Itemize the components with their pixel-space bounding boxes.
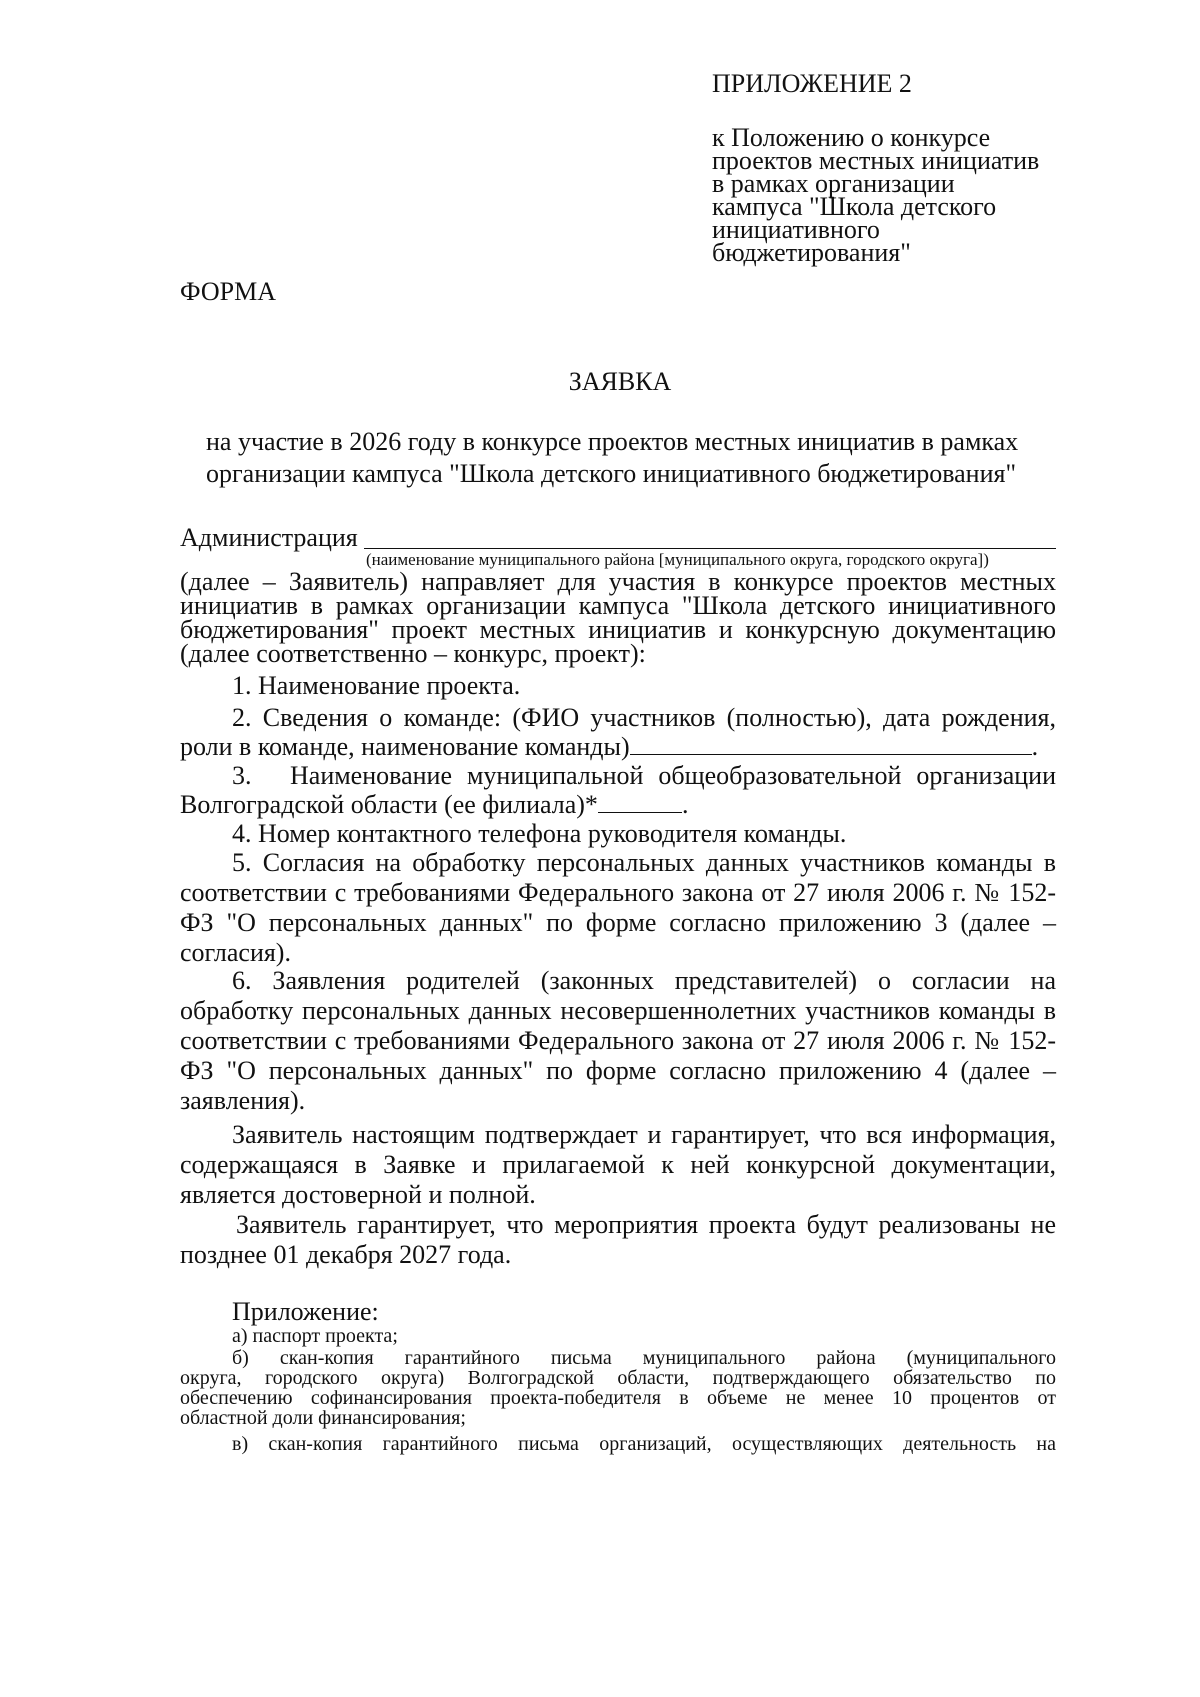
ref-line: бюджетирования" (712, 238, 911, 267)
guarantee-line: Заявитель настоящим подтверждает и гарантирует, что вся информация, (232, 1120, 1056, 1149)
intro-line: (далее соответственно – конкурс, проект): (180, 639, 646, 668)
document-subtitle-line: на участие в 2026 году в конкурсе проектов местных инициатив в рамках (206, 427, 1019, 456)
intro-paragraph (180, 567, 1056, 668)
item-3-line: Наименование муниципальной общеобразовательной организации (290, 761, 1056, 790)
document-subtitle-line: организации кампуса "Школа детского инициативного бюджетирования" (206, 459, 1017, 488)
ref-line: к Положению о конкурсе (712, 123, 991, 152)
guarantee-line: содержащаяся в Заявке и прилагаемой к ней конкурсной документации, (180, 1150, 1056, 1179)
deadline-line: позднее 01 декабря 2027 года. (180, 1240, 512, 1269)
item-6-line: соответствии с требованиями Федерального закона от 27 июля 2006 г. № 152- (180, 1026, 1056, 1055)
item-3-number: 3. (232, 761, 252, 790)
item-2-line: 2. Сведения о команде: (ФИО участников (полностью), дата рождения, (232, 703, 1056, 732)
ref-line: инициативного (712, 215, 880, 244)
team-info-field[interactable] (630, 730, 1032, 755)
guarantee-line: является достоверной и полной. (180, 1180, 536, 1209)
item-3-text: Волгоградской области (ее филиала)* (180, 790, 598, 819)
item-5-line: ФЗ "О персональных данных" по форме согласно приложению 3 (далее – (180, 908, 1056, 937)
document-title: ЗАЯВКА (568, 367, 672, 396)
item-5 (180, 848, 1056, 968)
attachment-a: а) паспорт проекта; (232, 1325, 398, 1347)
attachment-b (180, 1348, 1056, 1428)
item-3-line (180, 788, 688, 821)
attachments-heading: Приложение: (232, 1297, 379, 1326)
item-2-line (180, 730, 1038, 763)
attachment-b-line: обеспечению софинансирования проекта-победителя в объеме не менее 10 процентов от (180, 1387, 1056, 1409)
attachment-b-line: округа, городского округа) Волгоградской области, подтверждающего обязательство по (180, 1367, 1056, 1389)
item-6-line: заявления). (180, 1086, 306, 1115)
admin-name-field[interactable] (364, 548, 1056, 549)
guarantee-paragraph (180, 1120, 1056, 1210)
deadline-line: Заявитель гарантирует, что мероприятия проекта будут реализованы не (236, 1210, 1056, 1239)
item-2-end: . (1031, 732, 1039, 761)
ref-line: кампуса "Школа детского (712, 192, 997, 221)
item-2-text: роли в команде, наименование команды) (180, 732, 630, 761)
attachment-b-line: областной доли финансирования; (180, 1407, 466, 1429)
appendix-reference (712, 123, 1040, 267)
item-3-end: . (681, 790, 689, 819)
item-6-line: ФЗ "О персональных данных" по форме согласно приложению 4 (далее – (180, 1056, 1056, 1085)
appendix-title: ПРИЛОЖЕНИЕ 2 (712, 69, 912, 98)
intro-line: бюджетирования" проект местных инициатив и конкурсную документацию (180, 615, 1056, 644)
admin-caption: (наименование муниципального района [муниципального округа, городского округа]) (366, 550, 989, 569)
item-6-line: обработку персональных данных несовершеннолетних участников команды в (180, 996, 1056, 1025)
intro-line: (далее – Заявитель) направляет для участия в конкурсе проектов местных (180, 567, 1056, 596)
ref-line: проектов местных инициатив (712, 146, 1040, 175)
attachment-b-line: б) скан-копия гарантийного письма муниципального района (муниципального (232, 1347, 1056, 1369)
item-5-line: согласия). (180, 938, 291, 967)
deadline-paragraph (180, 1210, 1056, 1270)
item-4: 4. Номер контактного телефона руководителя команды. (232, 819, 847, 848)
admin-label: Администрация (180, 523, 358, 552)
intro-line: инициатив в рамках организации кампуса "Школа детского инициативного (180, 591, 1056, 620)
attachment-c: в) скан-копия гарантийного письма организаций, осуществляющих деятельность на (232, 1433, 1056, 1455)
item-5-line: соответствии с требованиями Федерального закона от 27 июля 2006 г. № 152- (180, 878, 1056, 907)
ref-line: в рамках организации (712, 169, 955, 198)
item-5-line: 5. Согласия на обработку персональных данных участников команды в (232, 848, 1056, 877)
item-6 (180, 966, 1056, 1116)
form-label: ФОРМА (180, 277, 276, 306)
school-name-field[interactable] (598, 788, 682, 813)
item-1: 1. Наименование проекта. (232, 671, 521, 700)
item-6-line: 6. Заявления родителей (законных представителей) о согласии на (232, 966, 1056, 995)
